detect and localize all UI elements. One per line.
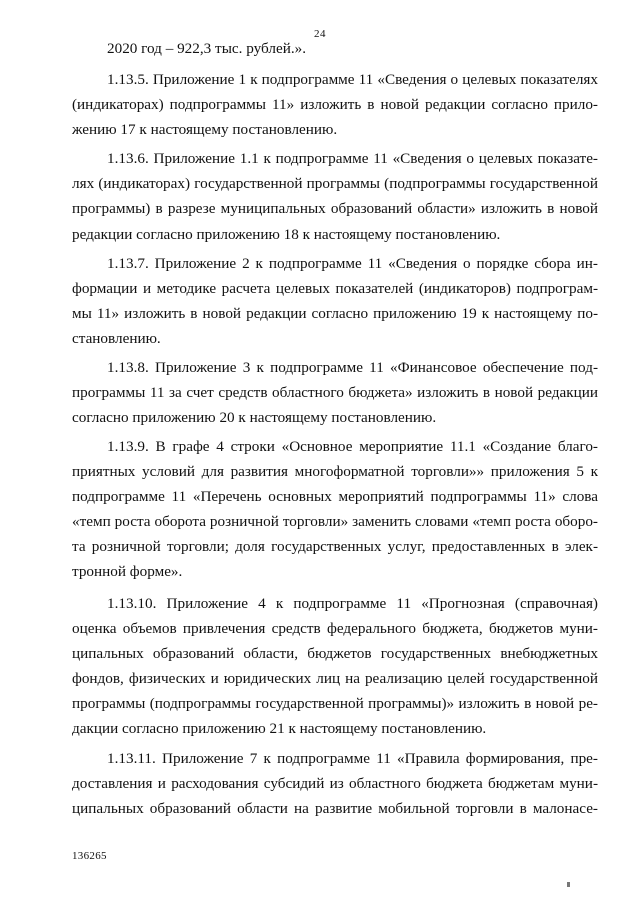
text-line: мы 11» изложить в новой редакции согласно приложению 19 к настоящему по- — [72, 305, 598, 322]
text-line: ципальных образований области, бюджетов государственных внебюджетных — [72, 645, 598, 662]
page-number: 24 — [314, 28, 326, 40]
text-line: 1.13.8. Приложение 3 к подпрограмме 11 «Финансовое обеспечение под- — [107, 359, 598, 376]
text-line: 1.13.6. Приложение 1.1 к подпрограмме 11 «Сведения о целевых показате- — [107, 150, 598, 167]
scan-mark — [567, 882, 570, 887]
text-line: тронной форме». — [72, 563, 183, 580]
text-line: «темп роста оборота розничной торговли» заменить словами «темп роста оборо- — [72, 513, 598, 530]
text-line: ципальных образований области на развитие мобильной торговли в малонасе- — [72, 800, 598, 817]
document-code: 136265 — [72, 850, 107, 862]
text-line: 1.13.9. В графе 4 строки «Основное мероприятие 11.1 «Создание благо- — [107, 438, 598, 455]
text-line: та розничной торговли; доля государственных услуг, предоставленных в элек- — [72, 538, 598, 555]
text-line: жению 17 к настоящему постановлению. — [72, 121, 338, 138]
text-line: 1.13.7. Приложение 2 к подпрограмме 11 «Сведения о порядке сбора ин- — [107, 255, 598, 272]
text-line: 1.13.11. Приложение 7 к подпрограмме 11 «Правила формирования, пре- — [107, 750, 598, 767]
text-line: программы) в разрезе муниципальных образований области» изложить в новой — [72, 200, 598, 217]
text-line: программы (подпрограммы государственной программы)» изложить в новой ре- — [72, 695, 598, 712]
text-line: программы 11 за счет средств областного бюджета» изложить в новой редакции — [72, 384, 598, 401]
text-line: согласно приложению 20 к настоящему постановлению. — [72, 409, 437, 426]
text-line: 1.13.5. Приложение 1 к подпрограмме 11 «Сведения о целевых показателях — [107, 71, 598, 88]
text-line: оценка объемов привлечения средств федерального бюджета, бюджетов муни- — [72, 620, 598, 637]
text-line: дакции согласно приложению 21 к настоящему постановлению. — [72, 720, 487, 737]
text-line: становлению. — [72, 330, 161, 347]
text-line: доставления и расходования субсидий из областного бюджета бюджетам муни- — [72, 775, 598, 792]
text-line: фондов, физических и юридических лиц на реализацию целей государственной — [72, 670, 598, 687]
text-line: редакции согласно приложению 18 к настоящему постановлению. — [72, 226, 501, 243]
text-line: 2020 год – 922,3 тыс. рублей.». — [107, 40, 307, 57]
text-line: формации и методике расчета целевых показателей (индикаторов) подпрограм- — [72, 280, 598, 297]
text-line: (индикаторах) подпрограммы 11» изложить в новой редакции согласно прило- — [72, 96, 598, 113]
text-line: 1.13.10. Приложение 4 к подпрограмме 11 «Прогнозная (справочная) — [107, 595, 598, 612]
text-line: приятных условий для развития многоформатной торговли»» приложения 5 к — [72, 463, 598, 480]
text-line: лях (индикаторах) государственной программы (подпрограммы государственной — [72, 175, 598, 192]
text-line: подпрограмме 11 «Перечень основных мероприятий подпрограммы 11» слова — [72, 488, 598, 505]
